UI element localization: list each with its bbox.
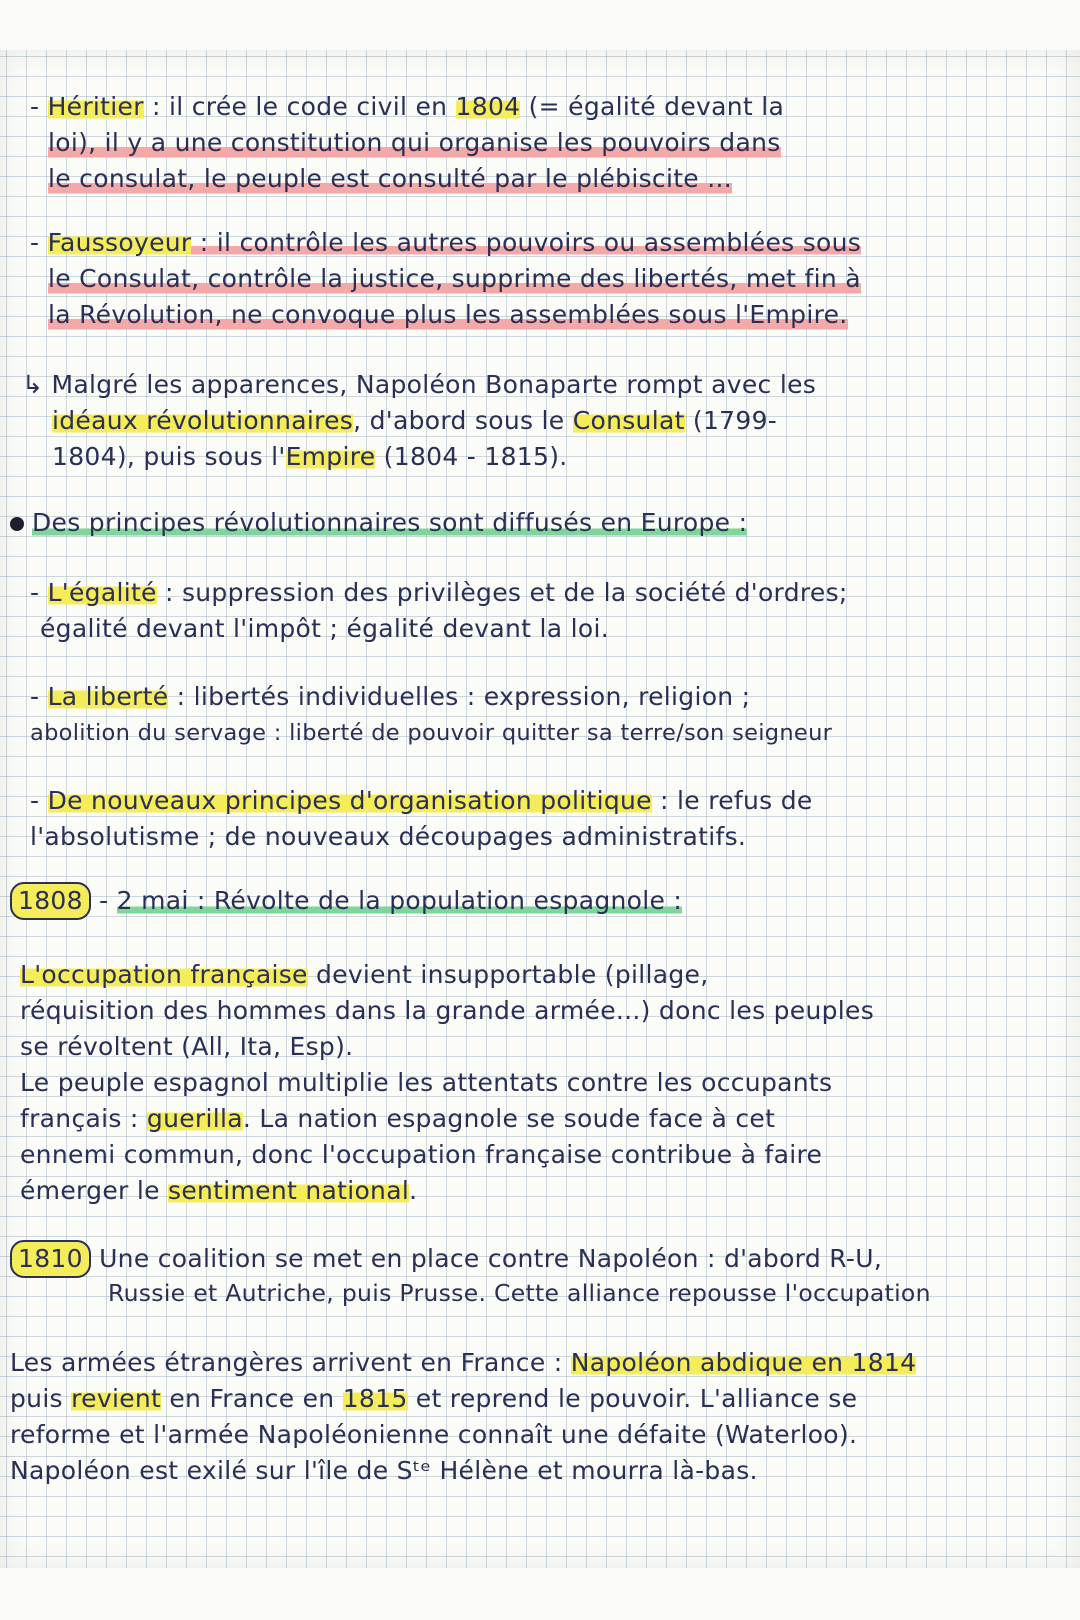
text: : il contrôle les autres pouvoirs ou assemblées sous bbox=[191, 228, 862, 257]
malgre-line-3 bbox=[52, 440, 568, 474]
occupation-line-2: réquisition des hommes dans la grande armée...) donc les peuples bbox=[20, 996, 875, 1025]
text: : le refus de bbox=[651, 786, 813, 815]
bullet-icon bbox=[10, 517, 24, 531]
principes-heading-text: Des principes révolutionnaires sont diffusés en Europe : bbox=[32, 508, 748, 537]
occupation-line-4: Le peuple espagnol multiplie les attentats contre les occupants bbox=[20, 1068, 833, 1097]
egalite-line-2: égalité devant l'impôt ; égalité devant la loi. bbox=[40, 614, 609, 643]
occupation-line-5 bbox=[20, 1102, 775, 1136]
dash: - bbox=[30, 578, 48, 607]
occupation-line-1 bbox=[20, 958, 708, 992]
bottom-margin bbox=[0, 1568, 1080, 1620]
dash: - bbox=[30, 682, 48, 711]
malgre-line-1: ↳ Malgré les apparences, Napoléon Bonaparte rompt avec les bbox=[22, 370, 817, 399]
dash: - bbox=[30, 228, 48, 257]
year-1808-heading bbox=[10, 882, 682, 920]
year-1804: 1804 bbox=[455, 92, 521, 121]
occupation-line-7 bbox=[20, 1174, 417, 1208]
heritier-line-1 bbox=[30, 90, 784, 124]
year-1810-line-1 bbox=[10, 1240, 882, 1278]
sentiment-national: sentiment national bbox=[168, 1176, 410, 1205]
fossoyeur-line-1 bbox=[30, 226, 861, 260]
text: (1804 - 1815). bbox=[375, 442, 568, 471]
revient: revient bbox=[71, 1384, 162, 1413]
dash: - bbox=[90, 886, 117, 915]
fossoyeur-line-2: le Consulat, contrôle la justice, supprime des libertés, met fin à bbox=[48, 262, 861, 296]
empire: Empire bbox=[285, 442, 376, 471]
text: et reprend le pouvoir. L'alliance se bbox=[407, 1384, 858, 1413]
text: puis bbox=[10, 1384, 72, 1413]
text: français : bbox=[20, 1104, 147, 1133]
malgre-line-2 bbox=[52, 404, 777, 438]
fin-line-1 bbox=[10, 1346, 916, 1380]
heritier-line-3: le consulat, le peuple est consulté par le plébiscite ... bbox=[48, 162, 732, 196]
fossoyeur-term: Faussoyeur bbox=[47, 228, 192, 257]
year-1808-badge: 1808 bbox=[10, 882, 91, 920]
text: . La nation espagnole se soude face à cet bbox=[242, 1104, 776, 1133]
organisation-line-2: l'absolutisme ; de nouveaux découpages administratifs. bbox=[30, 822, 747, 851]
text: émerger le bbox=[20, 1176, 169, 1205]
text: : il crée le code civil en bbox=[143, 92, 456, 121]
dash: - bbox=[30, 92, 48, 121]
occupation-line-6: ennemi commun, donc l'occupation française contribue à faire bbox=[20, 1140, 823, 1169]
occupation-francaise: L'occupation française bbox=[20, 960, 308, 989]
text: : libertés individuelles : expression, religion ; bbox=[168, 682, 751, 711]
text: Les armées étrangères arrivent en France : bbox=[10, 1348, 571, 1377]
egalite-term: L'égalité bbox=[47, 578, 157, 607]
text: Une coalition se met en place contre Napoléon : d'abord R-U, bbox=[90, 1244, 883, 1273]
text: en France en bbox=[161, 1384, 343, 1413]
text: , d'abord sous le bbox=[353, 406, 573, 435]
text: . bbox=[409, 1176, 418, 1205]
top-margin bbox=[0, 0, 1080, 50]
dash: - bbox=[30, 786, 48, 815]
grid-paper-sheet bbox=[0, 50, 1080, 1568]
principes-heading bbox=[10, 506, 747, 540]
fin-line-4: Napoléon est exilé sur l'île de Sᵗᵉ Hélène et mourra là-bas. bbox=[10, 1456, 758, 1485]
revolte-heading: 2 mai : Révolte de la population espagnole : bbox=[116, 886, 683, 915]
consulat: Consulat bbox=[572, 406, 685, 435]
fin-line-2 bbox=[10, 1382, 857, 1416]
text: (= égalité devant la bbox=[520, 92, 785, 121]
heritier-term: Héritier bbox=[47, 92, 144, 121]
occupation-line-3: se révoltent (All, Ita, Esp). bbox=[20, 1032, 354, 1061]
fin-line-3: reforme et l'armée Napoléonienne connaît une défaite (Waterloo). bbox=[10, 1420, 858, 1449]
ideaux-revolutionnaires: idéaux révolutionnaires bbox=[52, 406, 354, 435]
text: : suppression des privilèges et de la société d'ordres; bbox=[156, 578, 848, 607]
egalite-line-1 bbox=[30, 576, 848, 610]
liberte-term: La liberté bbox=[47, 682, 169, 711]
heritier-line-2: loi), il y a une constitution qui organise les pouvoirs dans bbox=[48, 126, 781, 160]
liberte-line-1 bbox=[30, 680, 750, 714]
fossoyeur-line-3: la Révolution, ne convoque plus les assemblées sous l'Empire. bbox=[48, 298, 848, 332]
year-1815: 1815 bbox=[342, 1384, 408, 1413]
liberte-line-2: abolition du servage : liberté de pouvoir quitter sa terre/son seigneur bbox=[30, 720, 833, 746]
year-1810-badge: 1810 bbox=[10, 1240, 91, 1278]
text: (1799- bbox=[684, 406, 778, 435]
year-1810-line-2: Russie et Autriche, puis Prusse. Cette alliance repousse l'occupation bbox=[108, 1279, 931, 1307]
abdique-1814: Napoléon abdique en 1814 bbox=[570, 1348, 917, 1377]
text: devient insupportable (pillage, bbox=[307, 960, 709, 989]
organisation-line-1 bbox=[30, 784, 813, 818]
guerilla: guerilla bbox=[146, 1104, 243, 1133]
organisation-term: De nouveaux principes d'organisation politique bbox=[47, 786, 652, 815]
text: 1804), puis sous l' bbox=[52, 442, 286, 471]
